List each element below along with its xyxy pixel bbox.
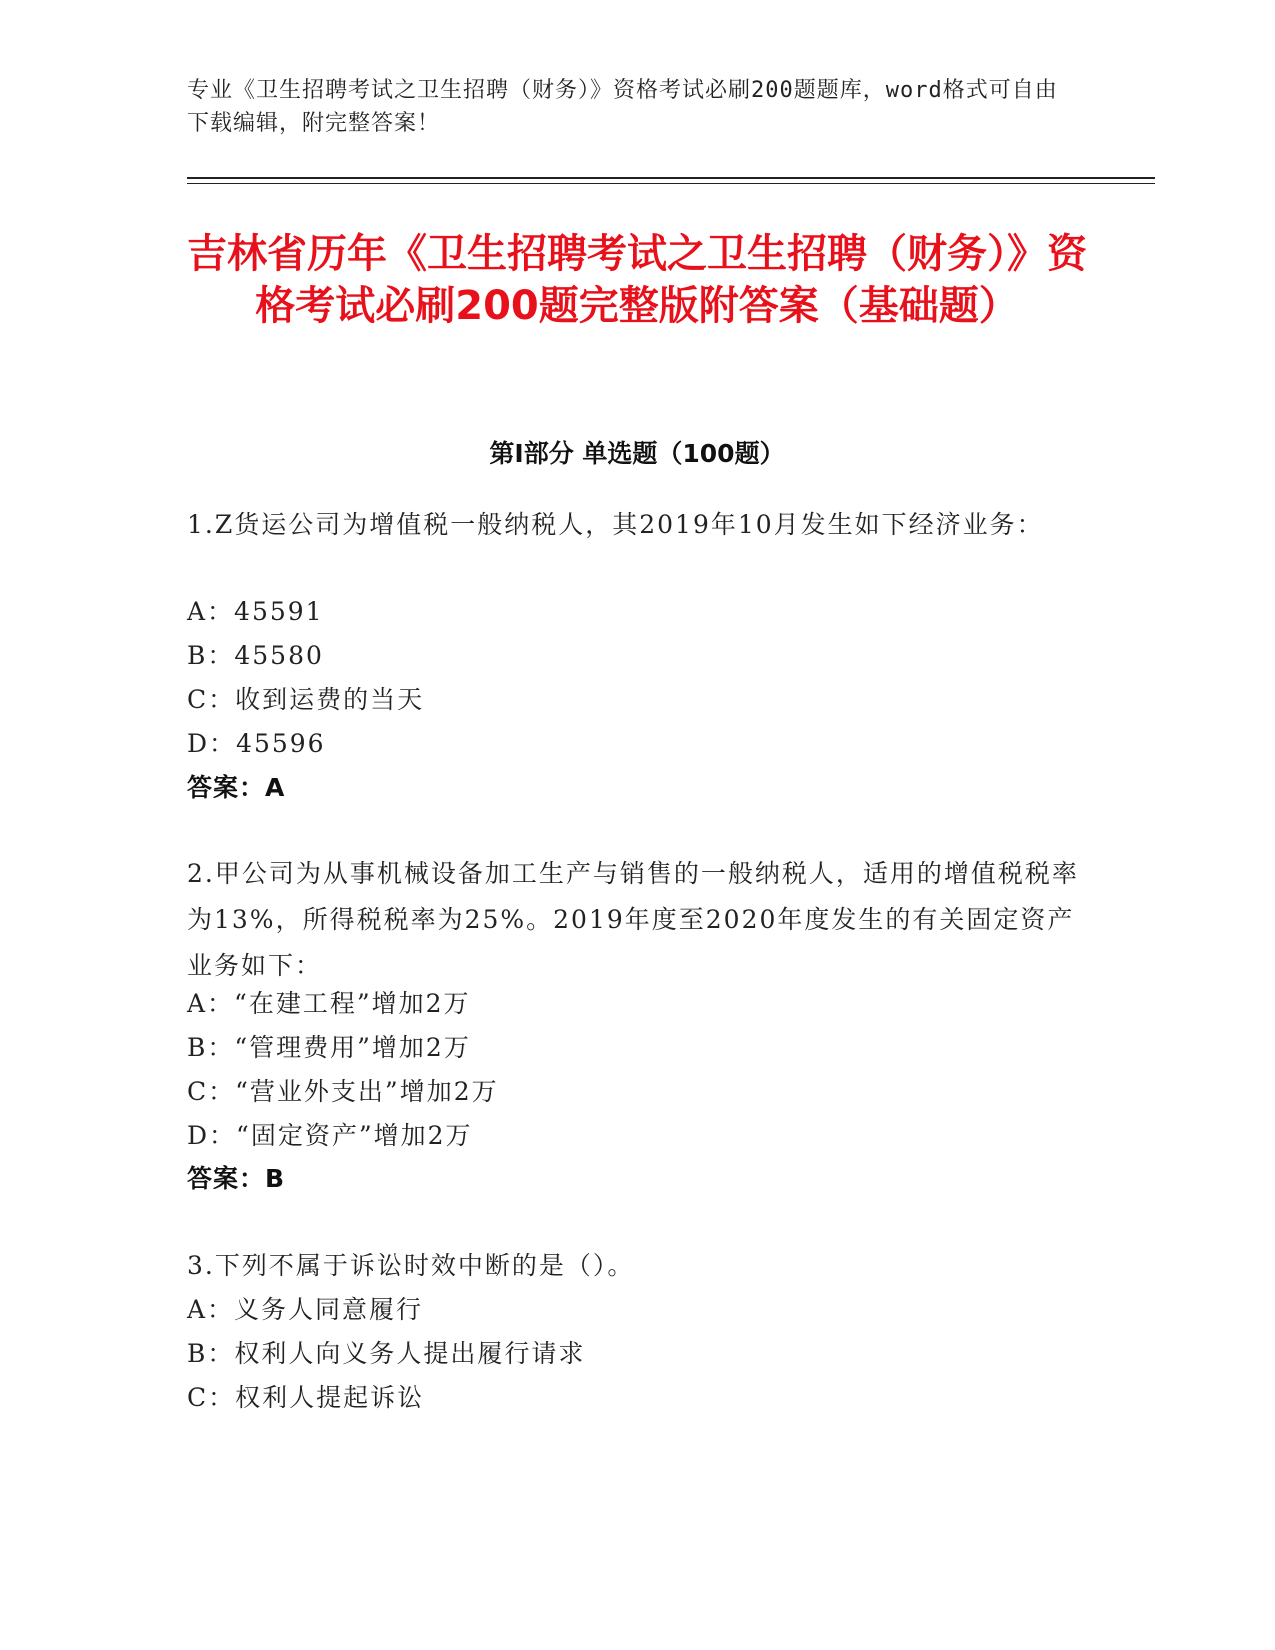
question-1-text: 1.Z货运公司为增值税一般纳税人，其2019年10月发生如下经济业务： bbox=[187, 510, 1044, 539]
question-1-option-d: D：45596 bbox=[187, 729, 326, 758]
question-2-option-a: A：“在建工程”增加2万 bbox=[187, 989, 471, 1018]
header-divider-thick bbox=[187, 177, 1155, 179]
question-3-option-a: A：义务人同意履行 bbox=[187, 1295, 424, 1324]
header-divider-thin bbox=[187, 183, 1155, 184]
document-title: 吉林省历年《卫生招聘考试之卫生招聘（财务）》资格考试必刷200题完整版附答案（基础题） bbox=[187, 231, 1087, 329]
question-1-option-b: B：45580 bbox=[187, 641, 324, 670]
section-title: 第Ⅰ部分 单选题（100题） bbox=[489, 439, 785, 468]
question-1-answer: 答案：A bbox=[187, 773, 286, 802]
question-2-text: 2.甲公司为从事机械设备加工生产与销售的一般纳税人，适用的增值税税率为13%，所得税税率为25%。2019年度至2020年度发生的有关固定资产业务如下： bbox=[187, 859, 1079, 980]
question-3-option-c: C：权利人提起诉讼 bbox=[187, 1383, 425, 1412]
question-3-text: 3.下列不属于诉讼时效中断的是（）。 bbox=[187, 1251, 635, 1280]
question-2-option-c: C：“营业外支出”增加2万 bbox=[187, 1077, 499, 1106]
question-3-option-b: B：权利人向义务人提出履行请求 bbox=[187, 1339, 586, 1368]
question-1-option-c: C：收到运费的当天 bbox=[187, 685, 425, 714]
header-note: 专业《卫生招聘考试之卫生招聘（财务）》资格考试必刷200题题库，word格式可自由下载编辑，附完整答案！ bbox=[187, 78, 1058, 136]
question-1-option-a: A：45591 bbox=[187, 597, 324, 626]
question-2-answer: 答案：B bbox=[187, 1164, 286, 1193]
question-2-option-d: D：“固定资产”增加2万 bbox=[187, 1121, 473, 1150]
question-2-option-b: B：“管理费用”增加2万 bbox=[187, 1033, 471, 1062]
